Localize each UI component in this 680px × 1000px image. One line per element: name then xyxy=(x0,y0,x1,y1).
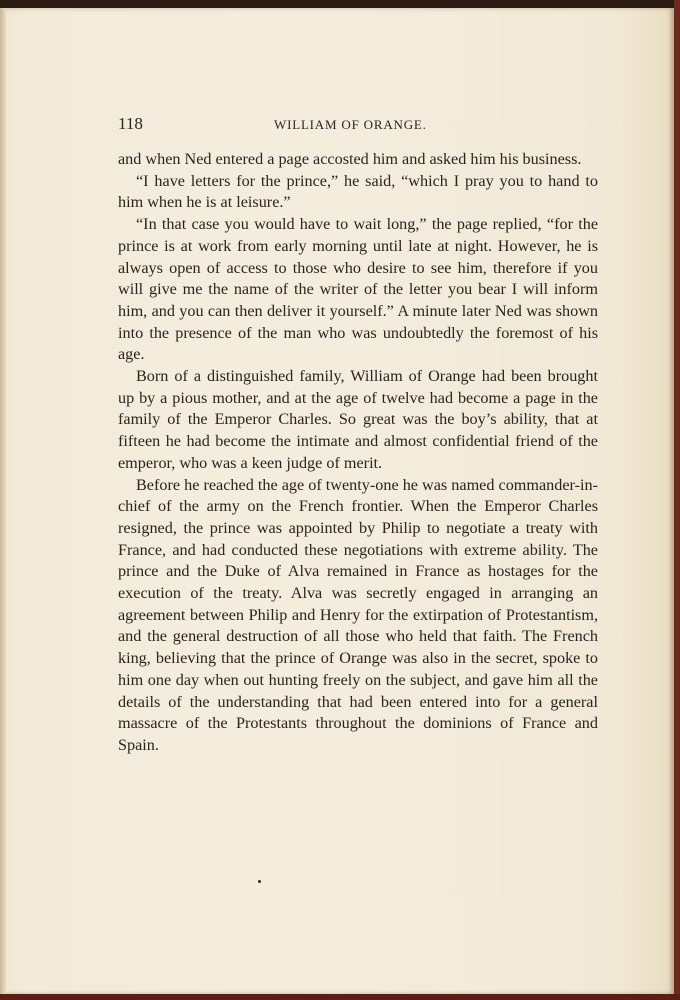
page-number: 118 xyxy=(118,114,143,133)
paragraph: Born of a distinguished family, William of Orange had been brought up by a pious mother, and at the age of twelve had become a page in the family of the Emperor Charles. So great was the boy’s ability, that at fifteen he had become the intimate and almost confidential friend of the emperor, who was a keen judge of merit. xyxy=(118,367,598,472)
paragraph: “I have letters for the prince,” he said, “which I pray you to hand to him when he is at leisure.” xyxy=(118,171,598,212)
book-bottom-edge xyxy=(0,994,680,1000)
running-head: WILLIAM OF ORANGE. xyxy=(274,117,427,132)
page-header xyxy=(118,114,598,138)
page-left-edge xyxy=(0,8,6,994)
paragraph: Before he reached the age of twenty-one he was named commander-in-chief of the army on the French frontier. When the Emperor Charles resigned, the prince was appointed by Philip to negotiate a treaty with France, and had conducted these negotiations with extreme ability. The prince and the Duke of Alva remained in France as hostages for the execution of the treaty. Alva was secretly engaged in arranging an agreement between Philip and Henry for the extirpation of Protestantism, and the general destruction of all those who held that faith. The French king, believing that the prince of Orange was also in the secret, spoke to him one day when out hunting freely on the subject, and gave him all the details of the understanding that had been entered into for a general massacre of the Protestants throughout the dominions of France and Spain. xyxy=(118,475,598,754)
paragraph: and when Ned entered a page accosted him and asked him his business. xyxy=(118,150,582,168)
ink-speck xyxy=(258,880,261,883)
body-text xyxy=(118,149,598,757)
paragraph: “In that case you would have to wait long,” the page replied, “for the prince is at work from early morning until late at night. However, he is always open of access to those who desire to see him, therefore if you will give me the name of the writer of the letter you bear I will inform him, and you can then deliver it yourself.” A minute later Ned was shown into the presence of the man who was undoubtedly the foremost of his age. xyxy=(118,215,598,364)
book-binding-edge xyxy=(674,0,680,1000)
